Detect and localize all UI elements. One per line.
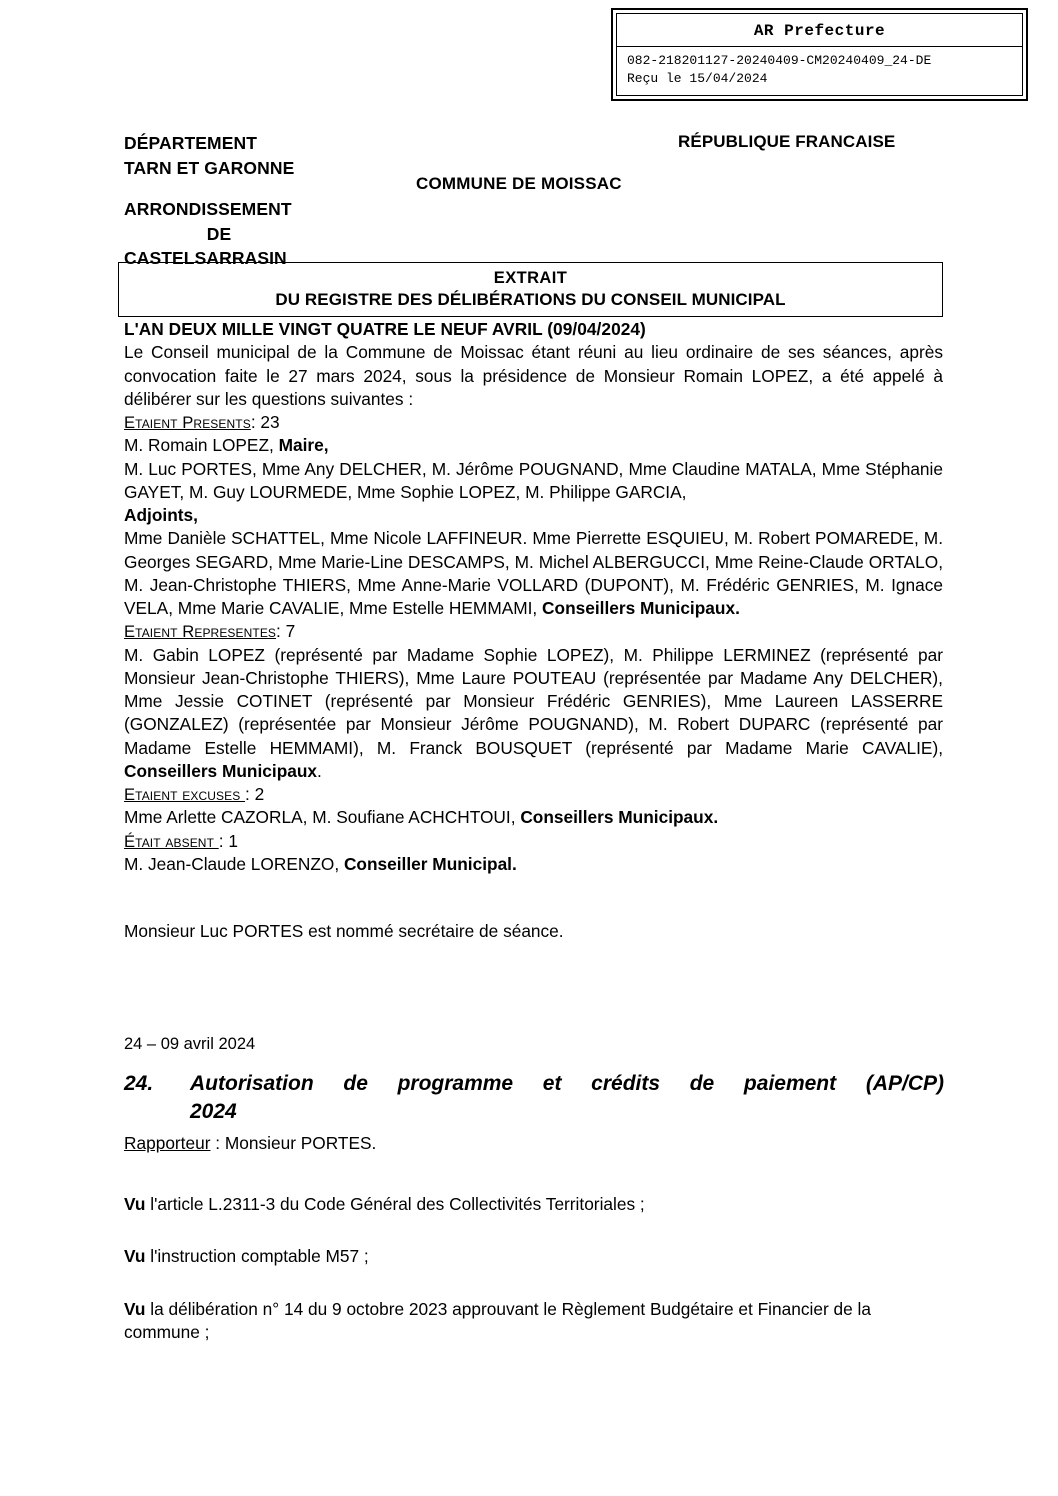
conseillers-role: Conseillers Municipaux. bbox=[542, 598, 740, 619]
document-header bbox=[0, 131, 1058, 271]
excused-role: Conseillers Municipaux. bbox=[520, 807, 719, 828]
excused-label: Etaient excuses bbox=[124, 785, 246, 805]
vu-prefix: Vu bbox=[124, 1194, 146, 1214]
deliberation-title bbox=[124, 1070, 944, 1125]
represented-names: M. Gabin LOPEZ (représenté par Madame Sophie LOPEZ), M. Philippe LERMINEZ (représenté par Monsieur Jean-Christophe THIERS), Mme Laure POUTEAU (représentée par Madame Any DELCHER), Mme Jessie COTINET (représenté par Monsieur Frédéric GENRIES), Mme Laureen LASSERRE (GONZALEZ) (représentée par Monsieur Jérôme POUGNAND), M. Robert DUPARC (représenté par Madame Estelle HEMMAMI), M. Franck BOUSQUET (représenté par Madame Marie CAVALIE), bbox=[124, 644, 943, 758]
deliberation-number-spacer bbox=[124, 1098, 190, 1126]
meeting-body bbox=[124, 318, 943, 944]
vu-item bbox=[124, 1298, 943, 1345]
vu-text: l'instruction comptable M57 ; bbox=[145, 1246, 369, 1267]
rapporteur-value: : Monsieur PORTES. bbox=[210, 1133, 377, 1153]
deliberation-title-row2 bbox=[124, 1098, 944, 1126]
presents-label: Etaient Presents bbox=[124, 413, 251, 432]
body-spacer bbox=[124, 876, 943, 920]
vu-prefix: Vu bbox=[124, 1246, 146, 1267]
ar-prefecture-stamp bbox=[611, 8, 1028, 101]
excused-count: : 2 bbox=[245, 784, 265, 805]
ar-received-text: Reçu le 15/04/2024 bbox=[627, 70, 768, 86]
departement-label: DÉPARTEMENT bbox=[124, 133, 257, 153]
maire-name: M. Romain LOPEZ, bbox=[124, 435, 279, 456]
conseillers-names: Mme Danièle SCHATTEL, Mme Nicole LAFFINEUR. Mme Pierrette ESQUIEU, M. Robert POMAREDE, M. Georges SEGARD, Mme Marie-Line DESCAMPS, M. Michel ALBERGUCCI, Mme Reine-Claude ORTALO, M. Jean-Christophe THIERS, Mme Anne-Marie VOLLARD (DUPONT), M. Frédéric GENRIES, M. Ignace VELA, Mme Marie CAVALIE, Mme Estelle HEMMAMI, bbox=[124, 528, 943, 619]
maire-line bbox=[124, 434, 943, 457]
commune-title: COMMUNE DE MOISSAC bbox=[416, 174, 622, 193]
secretary-line: Monsieur Luc PORTES est nommé secrétaire de séance. bbox=[124, 921, 564, 942]
ar-prefecture-title: AR Prefecture bbox=[617, 18, 1022, 47]
vu-item bbox=[124, 1245, 943, 1268]
represented-end: . bbox=[317, 760, 322, 781]
deliberation-title-line2: 2024 bbox=[190, 1099, 237, 1123]
rapporteur-label: Rapporteur bbox=[124, 1133, 211, 1153]
represented-count: : 7 bbox=[276, 621, 296, 642]
vu-text: l'article L.2311-3 du Code Général des Collectivités Territoriales ; bbox=[145, 1194, 645, 1214]
absent-heading bbox=[124, 830, 943, 853]
deliberation-reference: 24 – 09 avril 2024 bbox=[124, 1035, 256, 1053]
extrait-box bbox=[118, 262, 943, 317]
maire-role: Maire, bbox=[278, 435, 329, 456]
absent-block bbox=[124, 853, 943, 876]
vu-list bbox=[124, 1193, 943, 1344]
extrait-line1: EXTRAIT bbox=[493, 269, 568, 287]
represented-label: Etaient Representes bbox=[124, 622, 277, 642]
vu-prefix: Vu bbox=[124, 1298, 146, 1319]
extrait-line2: DU REGISTRE DES DÉLIBÉRATIONS DU CONSEIL MUNICIPAL bbox=[275, 289, 786, 309]
arrondissement-name: CASTELSARRASIN bbox=[124, 248, 287, 269]
rapporteur-line bbox=[124, 1133, 376, 1154]
vu-text: la délibération n° 14 du 9 octobre 2023 approuvant le Règlement Budgétaire et Financier de la commune ; bbox=[124, 1298, 871, 1342]
ar-reference-text: 082-218201127-20240409-CM20240409_24-DE bbox=[627, 53, 932, 68]
ar-prefecture-stamp-inner bbox=[616, 13, 1023, 96]
year-line: L'AN DEUX MILLE VINGT QUATRE LE NEUF AVRIL (09/04/2024) bbox=[124, 319, 646, 339]
presents-heading bbox=[124, 411, 943, 434]
deliberation-title-line1: Autorisation de programme et crédits de paiement (AP/CP) bbox=[190, 1072, 944, 1095]
ar-prefecture-reference bbox=[617, 47, 1022, 89]
represented-role: Conseillers Municipaux bbox=[124, 760, 318, 781]
arrondissement-de: DE bbox=[206, 223, 232, 244]
presents-count: : 23 bbox=[250, 412, 280, 432]
republic-title: RÉPUBLIQUE FRANCAISE bbox=[678, 132, 896, 151]
header-left-block bbox=[124, 131, 314, 271]
excused-heading bbox=[124, 783, 943, 806]
header-gap bbox=[124, 181, 314, 197]
departement-name: TARN ET GARONNE bbox=[124, 157, 295, 178]
deliberation-title-row1 bbox=[124, 1070, 944, 1098]
absent-names: M. Jean-Claude LORENZO, bbox=[124, 854, 344, 874]
adjoints-names: M. Luc PORTES, Mme Any DELCHER, M. Jérôme POUGNAND, Mme Claudine MATALA, Mme Stéphanie GAYET, M. Guy LOURMEDE, Mme Sophie LOPEZ, M. Philippe GARCIA, bbox=[124, 458, 943, 502]
absent-label: Était absent bbox=[124, 831, 219, 851]
arrondissement-label: ARRONDISSEMENT bbox=[124, 198, 292, 219]
represented-heading bbox=[124, 620, 943, 643]
excused-names: Mme Arlette CAZORLA, M. Soufiane ACHCHTOUI, bbox=[124, 807, 521, 828]
intro-paragraph: Le Conseil municipal de la Commune de Moissac étant réuni au lieu ordinaire de ses séances, après convocation faite le 27 mars 2024, sous la présidence de Monsieur Romain LOPEZ, a été appelé à délibérer sur les questions suivantes : bbox=[124, 342, 943, 409]
vu-item bbox=[124, 1193, 943, 1216]
absent-count: : 1 bbox=[218, 830, 238, 851]
conseillers-block bbox=[124, 527, 943, 620]
absent-role: Conseiller Municipal. bbox=[343, 854, 517, 874]
adjoints-role: Adjoints, bbox=[124, 505, 198, 526]
represented-block bbox=[124, 644, 943, 784]
deliberation-number: 24. bbox=[124, 1072, 154, 1095]
excused-block bbox=[124, 806, 943, 829]
